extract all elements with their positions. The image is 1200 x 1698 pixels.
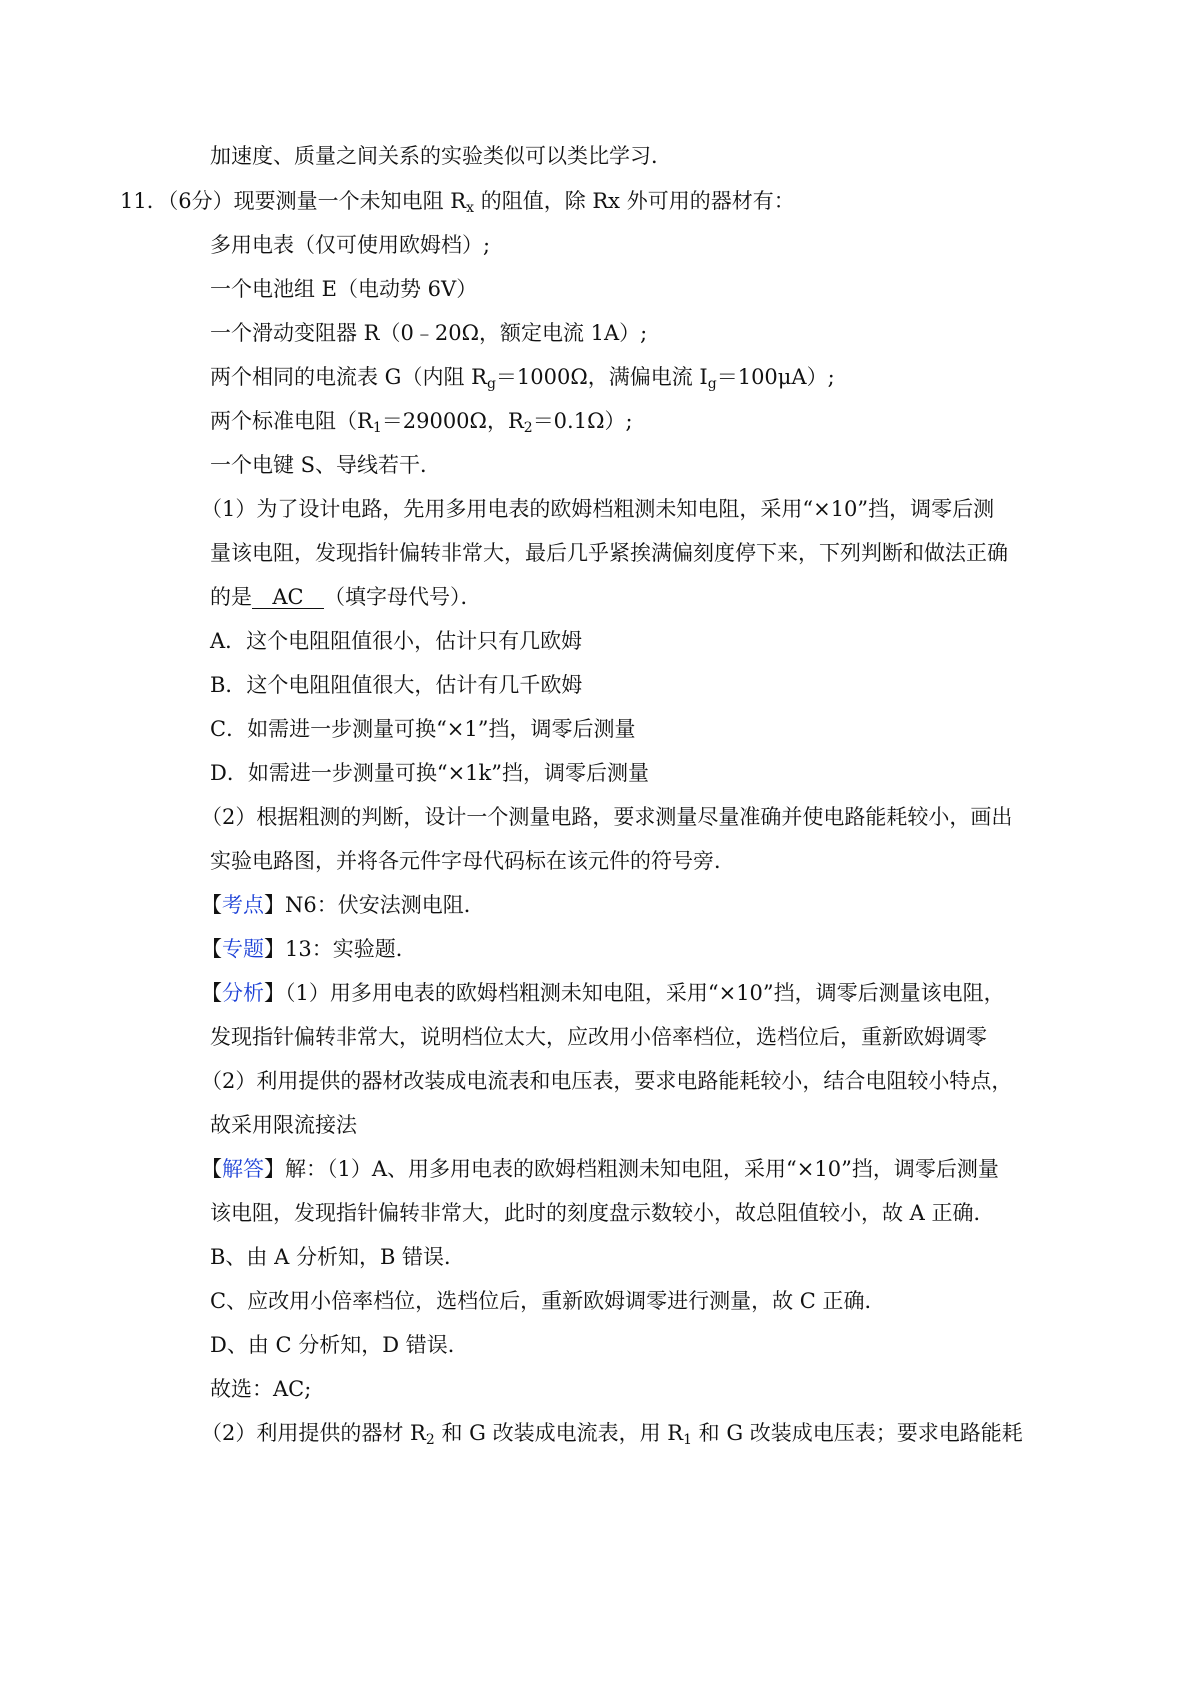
kaodian-line: 【考点】N6：伏安法测电阻．	[201, 893, 485, 917]
option-a: A．这个电阻阻值很小，估计只有几欧姆	[210, 629, 583, 653]
sub-question-1: （1）为了设计电路，先用多用电表的欧姆档粗测未知电阻，采用“×10”挡，调零后测	[201, 497, 995, 521]
text-line: D、由 C 分析知，D 错误．	[210, 1333, 469, 1357]
text-line: 实验电路图，并将各元件字母代码标在该元件的符号旁．	[210, 849, 735, 873]
equipment-item: 一个滑动变阻器 R（0﹣20Ω，额定电流 1A）;	[210, 321, 648, 345]
text-line: 故采用限流接法	[210, 1113, 357, 1137]
equipment-item: 两个相同的电流表 G（内阻 $R_g=1000\Omega$，满偏电流 $I_g=100\mu A$）;	[210, 365, 835, 392]
equipment-item: 多用电表（仅可使用欧姆档）;	[210, 233, 491, 257]
text-line: 发现指针偏转非常大，说明档位太大，应改用小倍率档位，选档位后，重新欧姆调零	[210, 1025, 987, 1049]
text-line: 量该电阻，发现指针偏转非常大，最后几乎紧挨满偏刻度停下来，下列判断和做法正确	[210, 541, 1008, 565]
kaodian-tag: 考点	[222, 893, 264, 917]
zhuanti-tag: 专题	[222, 937, 264, 961]
jieda-line: 【解答】解：（1）A、用多用电表的欧姆档粗测未知电阻，采用“×10”挡，调零后测量	[201, 1157, 999, 1181]
option-c: C．如需进一步测量可换“×1”挡，调零后测量	[210, 717, 636, 741]
text-line: （2）利用提供的器材 $R_2$ 和 G 改装成电流表，用 $R_1$ 和 G 改装成电压表；要求电路能耗	[201, 1421, 1023, 1448]
equipment-item: 一个电键 S、导线若干．	[210, 453, 442, 477]
question-score: （6分）	[167, 189, 234, 213]
text-line: 该电阻，发现指针偏转非常大，此时的刻度盘示数较小，故总阻值较小，故 A 正确．	[210, 1201, 995, 1225]
text-line: B、由 A 分析知，B 错误．	[210, 1245, 466, 1269]
zhuanti-line: 【专题】13：实验题．	[201, 937, 417, 961]
fenxi-tag: 分析	[222, 981, 264, 1005]
text-line: 故选：AC;	[210, 1377, 312, 1401]
answer-line: 的是 AC （填字母代号）．	[210, 585, 482, 609]
text-line: C、应改用小倍率档位，选档位后，重新欧姆调零进行测量，故 C 正确．	[210, 1289, 886, 1313]
option-d: D．如需进一步测量可换“×1k”挡，调零后测量	[210, 761, 649, 785]
text-line: （2）利用提供的器材改装成电流表和电压表，要求电路能耗较小，结合电阻较小特点，	[201, 1069, 1013, 1093]
equipment-item: 两个标准电阻（$R_1=29000\Omega$，$R_2=0.1\Omega$）;	[210, 409, 633, 436]
option-b: B．这个电阻阻值很大，估计有几千欧姆	[210, 673, 583, 697]
sub-question-2: （2）根据粗测的判断，设计一个测量电路，要求测量尽量准确并使电路能耗较小，画出	[201, 805, 1013, 829]
fenxi-line: 【分析】（1）用多用电表的欧姆档粗测未知电阻，采用“×10”挡，调零后测量该电阻，	[201, 981, 1005, 1005]
question-11-stem: 11．（6分）现要测量一个未知电阻 $R_x$ 的阻值，除 Rx 外可用的器材有：	[120, 189, 795, 216]
text-line: 加速度、质量之间关系的实验类似可以类比学习．	[210, 144, 672, 168]
jieda-tag: 解答	[222, 1157, 264, 1181]
equipment-item: 一个电池组 E（电动势 6V）	[210, 277, 478, 301]
question-number: 11．	[120, 189, 168, 213]
answer-blank: AC	[252, 586, 324, 609]
